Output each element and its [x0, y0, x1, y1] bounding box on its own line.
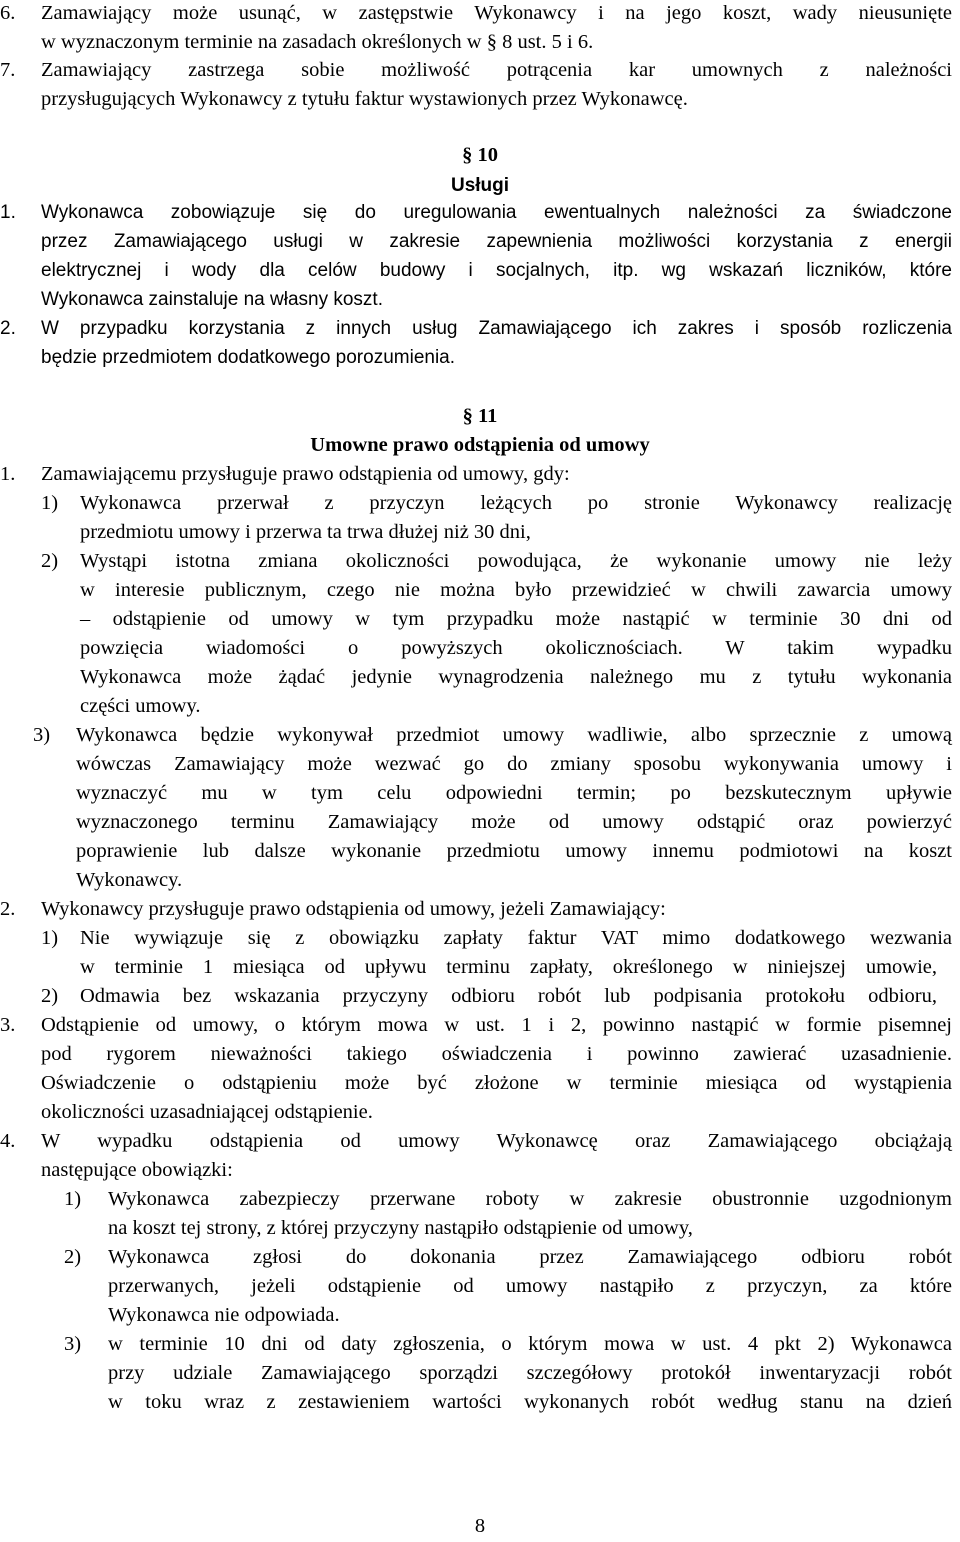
- item-number: 4.: [0, 1130, 16, 1152]
- item-text-line: wyznaczyć mu w tym celu odpowiedni termin; po bezskutecznym upływie: [76, 782, 952, 804]
- item-text-line: powzięcia wiadomości o powyższych okolicznościach. W takim wypadku: [80, 637, 952, 659]
- item-text-line: wówczas Zamawiający może wezwać go do zmiany sposobu wykonywania umowy i: [76, 753, 952, 775]
- item-text-line: wyznaczonego terminu Zamawiający może od umowy odstąpić oraz powierzyć: [76, 811, 952, 833]
- page-number: 8: [474, 1515, 486, 1537]
- item-text-line: w terminie 1 miesiąca od upływu terminu zapłaty, określonego w niniejszej umowie,: [80, 956, 937, 978]
- item-text-line: przedmiotu umowy i przerwa ta trwa dłużej niż 30 dni,: [80, 521, 531, 543]
- item-text-line: na koszt tej strony, z której przyczyny nastąpiło odstąpienie od umowy,: [108, 1217, 693, 1239]
- item-number: 7.: [0, 59, 16, 81]
- item-number: 2.: [0, 898, 16, 920]
- item-text-line: W wypadku odstąpienia od umowy Wykonawcę oraz Zamawiającego obciążają: [41, 1130, 952, 1152]
- item-text-line: będzie przedmiotem dodatkowego porozumienia.: [41, 347, 456, 368]
- item-text-line: części umowy.: [80, 695, 201, 717]
- item-text-line: Zamawiającemu przysługuje prawo odstąpienia od umowy, gdy:: [41, 463, 570, 485]
- item-text-line: przy udziale Zamawiającego sporządzi szczegółowy protokół inwentaryzacji robót: [108, 1362, 952, 1384]
- item-number: 1.: [0, 463, 16, 485]
- item-text-line: – odstąpienie od umowy w tym przypadku może nastąpić w terminie 30 dni od: [80, 608, 952, 630]
- item-number: 1.: [0, 202, 16, 223]
- section-number: § 11: [462, 405, 498, 427]
- item-text-line: W przypadku korzystania z innych usług Zamawiającego ich zakres i sposób rozliczenia: [41, 318, 952, 339]
- item-text-line: przysługujących Wykonawcy z tytułu faktur wystawionych przez Wykonawcę.: [41, 88, 688, 110]
- sub-item-number: 2): [41, 550, 59, 572]
- item-text-line: Wykonawca nie odpowiada.: [108, 1304, 340, 1326]
- item-text-line: pod rygorem nieważności takiego oświadczenia i powinno zawierać uzasadnienie.: [41, 1043, 952, 1065]
- sub-item-number: 1): [64, 1188, 82, 1210]
- item-text-line: Zamawiający zastrzega sobie możliwość potrącenia kar umownych z należności: [41, 59, 952, 81]
- item-text-line: Nie wywiązuje się z obowiązku zapłaty faktur VAT mimo dodatkowego wezwania: [80, 927, 952, 949]
- section-title: Umowne prawo odstąpienia od umowy: [310, 434, 650, 456]
- item-text-line: Wykonawcy przysługuje prawo odstąpienia od umowy, jeżeli Zamawiający:: [41, 898, 666, 920]
- item-text-line: przerwanych, jeżeli odstąpienie od umowy nastąpiło z przyczyn, za które: [108, 1275, 952, 1297]
- item-text-line: Wykonawca zabezpieczy przerwane roboty w zakresie obustronnie uzgodnionym: [108, 1188, 952, 1210]
- item-text-line: następujące obowiązki:: [41, 1159, 233, 1181]
- item-number: 2.: [0, 318, 16, 339]
- item-text-line: Wykonawcy.: [76, 869, 183, 891]
- sub-item-number: 2): [41, 985, 59, 1007]
- sub-item-number: 3): [64, 1333, 82, 1355]
- sub-item-number: 1): [41, 927, 59, 949]
- item-text-line: Wykonawca może żądać jedynie wynagrodzenia należnego mu z tytułu wykonania: [80, 666, 952, 688]
- item-text-line: Wykonawca będzie wykonywał przedmiot umowy wadliwie, albo sprzecznie z umową: [76, 724, 952, 746]
- item-text-line: Zamawiający może usunąć, w zastępstwie Wykonawcy i na jego koszt, wady nieusunięte: [41, 2, 952, 24]
- item-text-line: Odstąpienie od umowy, o którym mowa w ust. 1 i 2, powinno nastąpić w formie pisemnej: [41, 1014, 952, 1036]
- item-number: 6.: [0, 2, 16, 24]
- item-text-line: w toku wraz z zestawieniem wartości wykonanych robót według stanu na dzień: [108, 1391, 952, 1413]
- item-text-line: w terminie 10 dni od daty zgłoszenia, o którym mowa w ust. 4 pkt 2) Wykonawca: [108, 1333, 952, 1355]
- item-number: 3.: [0, 1014, 16, 1036]
- item-text-line: w wyznaczonym terminie na zasadach określonych w § 8 ust. 5 i 6.: [41, 31, 594, 53]
- section-title: Usługi: [450, 175, 510, 196]
- sub-item-number: 3): [33, 724, 51, 746]
- item-text-line: Wystąpi istotna zmiana okoliczności powodująca, że wykonanie umowy nie leży: [80, 550, 952, 572]
- sub-item-number: 1): [41, 492, 59, 514]
- item-text-line: Wykonawca zainstaluje na własny koszt.: [41, 289, 383, 310]
- item-text-line: elektrycznej i wody dla celów budowy i socjalnych, itp. wg wskazań liczników, które: [41, 260, 952, 281]
- item-text-line: Oświadczenie o odstąpieniu może być złożone w terminie miesiąca od wystąpienia: [41, 1072, 952, 1094]
- item-text-line: poprawienie lub dalsze wykonanie przedmiotu umowy innemu podmiotowi na koszt: [76, 840, 952, 862]
- item-text-line: w interesie publicznym, czego nie można było przewidzieć w chwili zawarcia umowy: [80, 579, 952, 601]
- sub-item-number: 2): [64, 1246, 82, 1268]
- item-text-line: Wykonawca przerwał z przyczyn leżących po stronie Wykonawcy realizację: [80, 492, 952, 514]
- item-text-line: okoliczności uzasadniającej odstąpienie.: [41, 1101, 373, 1123]
- item-text-line: Odmawia bez wskazania przyczyny odbioru robót lub podpisania protokołu odbioru,: [80, 985, 937, 1007]
- section-number: § 10: [462, 144, 498, 166]
- item-text-line: Wykonawca zgłosi do dokonania przez Zamawiającego odbioru robót: [108, 1246, 952, 1268]
- item-text-line: Wykonawca zobowiązuje się do uregulowania ewentualnych należności za świadczone: [41, 202, 952, 223]
- item-text-line: przez Zamawiającego usługi w zakresie zapewnienia możliwości korzystania z energii: [41, 231, 952, 252]
